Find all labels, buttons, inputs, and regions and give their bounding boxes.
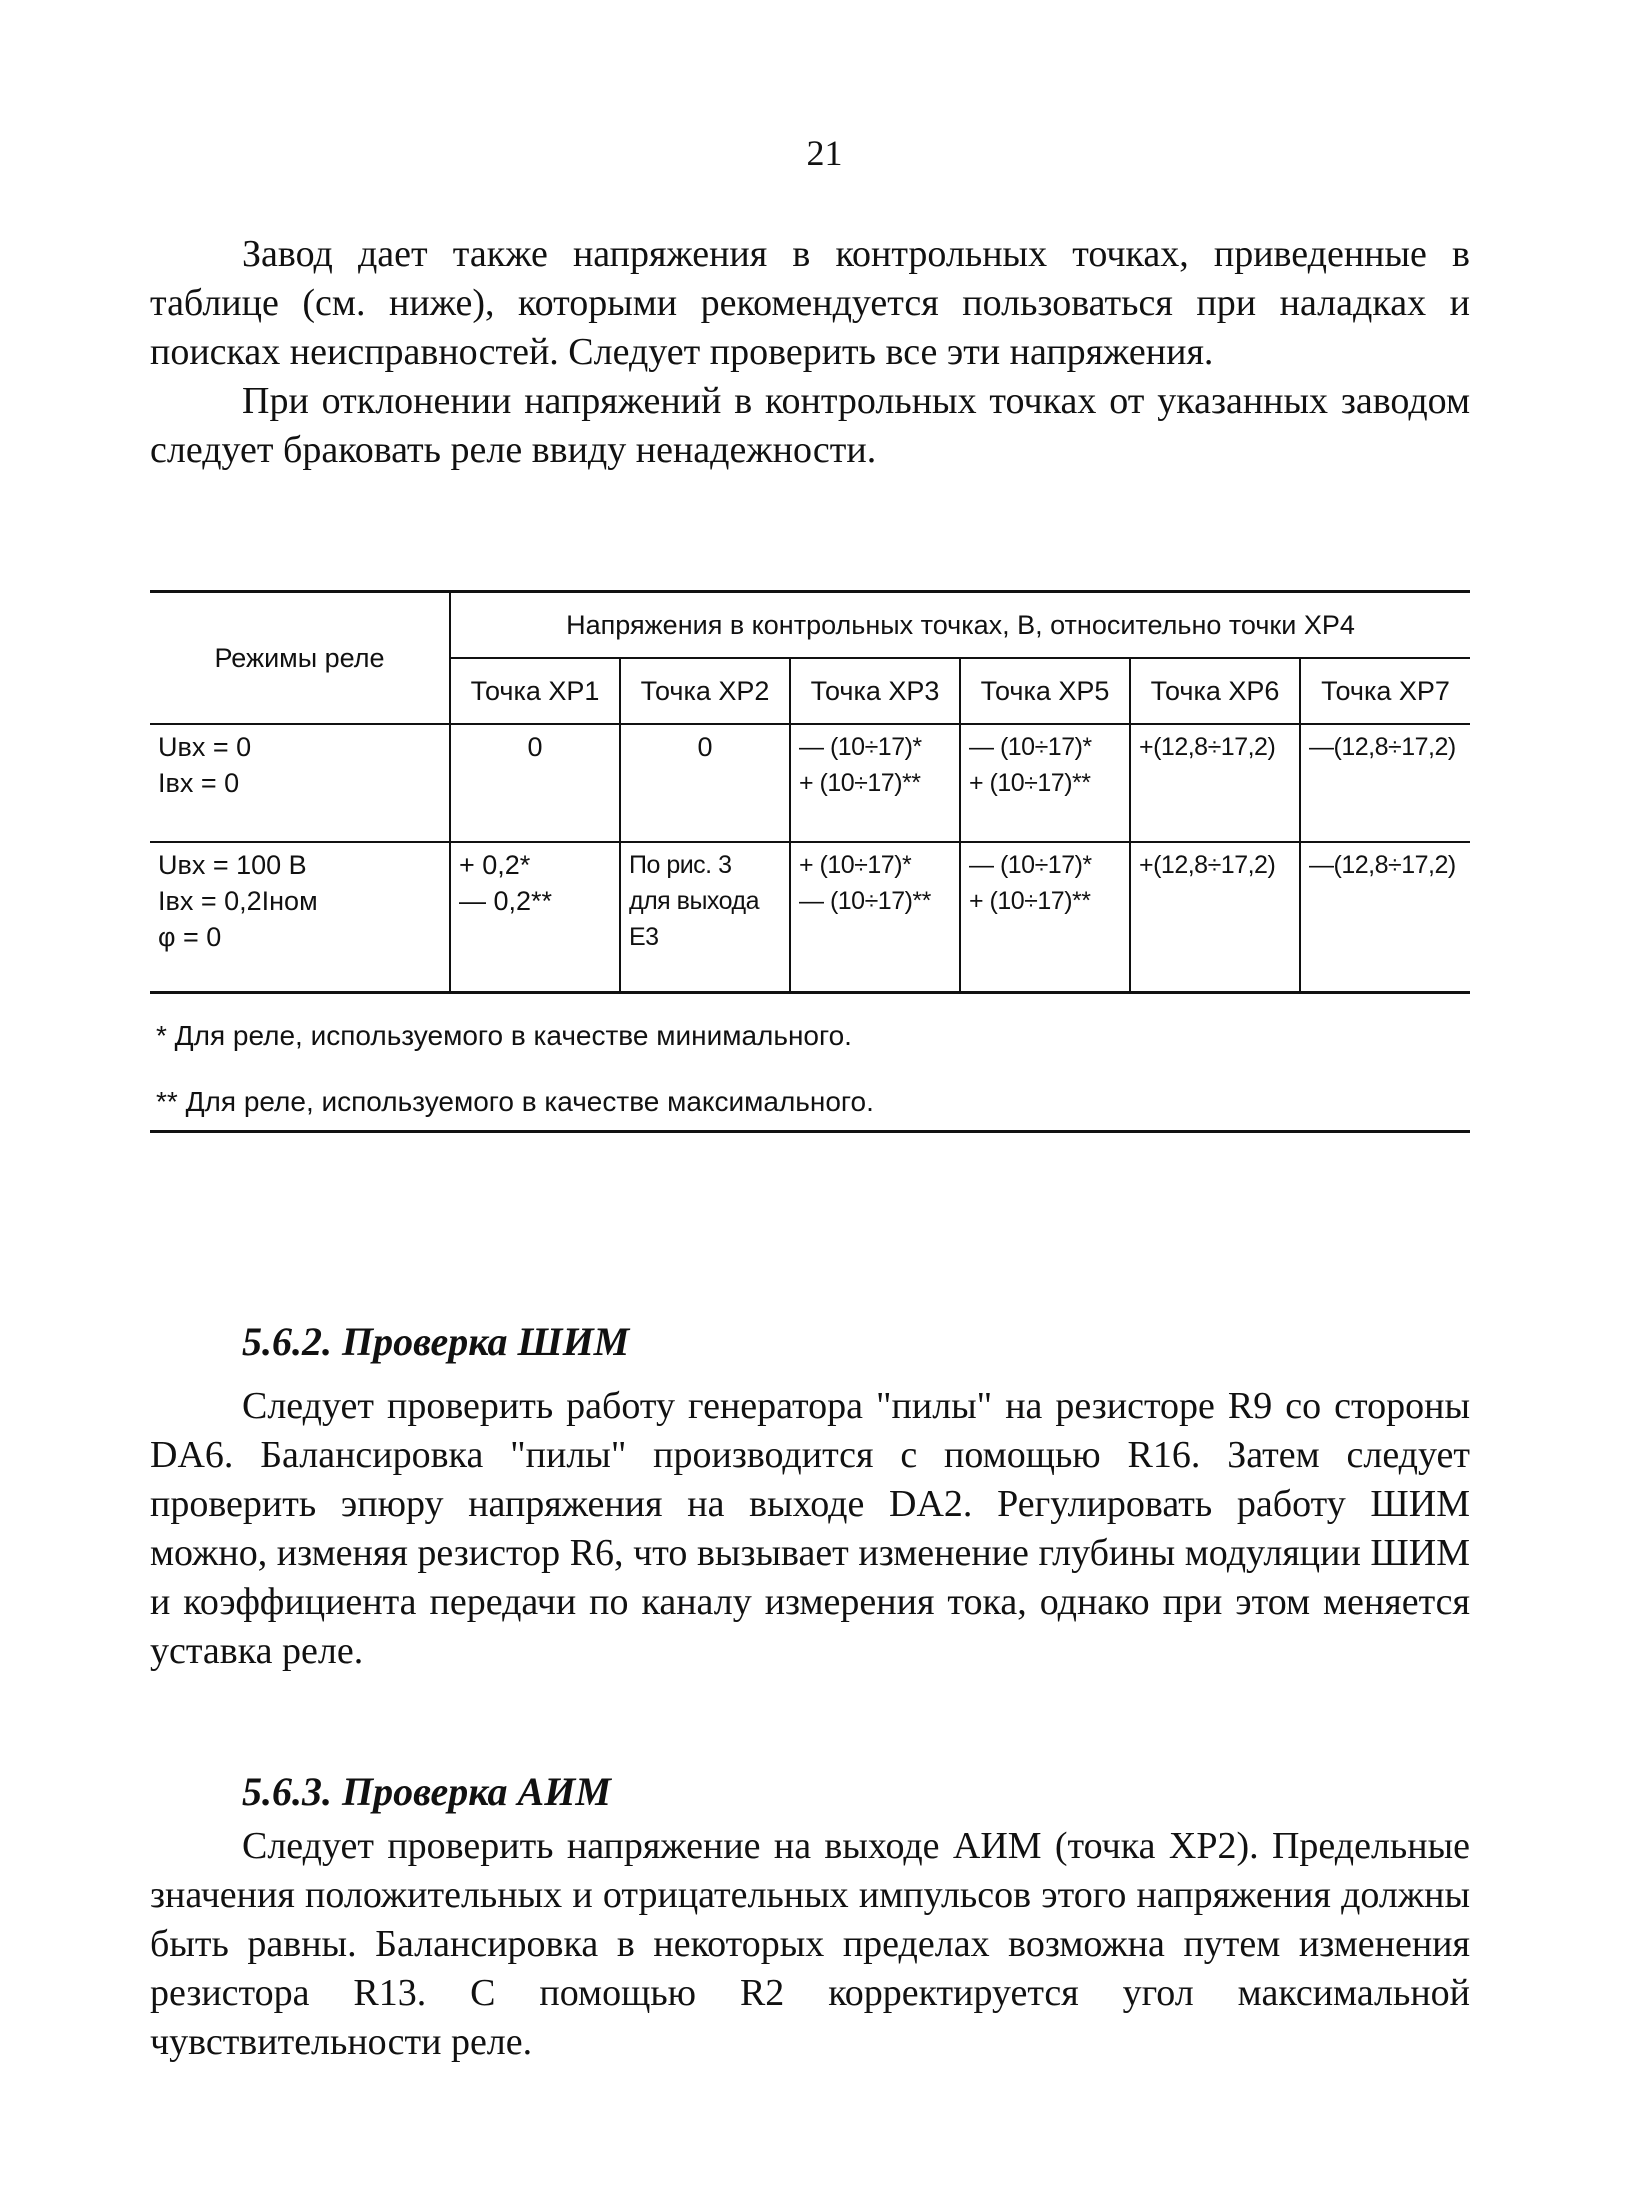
section-562-body: [150, 1382, 1470, 1676]
mode-cell: [150, 724, 450, 842]
xp6-cell: [1130, 842, 1300, 993]
value-line: —(12,8÷17,2): [1309, 851, 1456, 879]
value-line: + (10÷17)**: [969, 887, 1091, 915]
value-line: +(12,8÷17,2): [1139, 733, 1276, 761]
value-line: — (10÷17)**: [799, 887, 931, 915]
mode-line: Iвх = 0: [158, 768, 240, 798]
point-header-xp6: Точка XP6: [1130, 658, 1300, 724]
mode-line: Uвх = 100 В: [158, 850, 307, 880]
xp3-cell: [790, 724, 960, 842]
value-line: — (10÷17)*: [969, 733, 1092, 761]
page-number: 21: [806, 133, 843, 173]
xp7-cell: [1300, 842, 1470, 993]
value-line: + 0,2*: [459, 850, 531, 880]
xp7-cell: [1300, 724, 1470, 842]
section-563-paragraph: Следует проверить напряжение на выходе АИМ (точка XP2). Предельные значения положительных и отрицательных импульсов этого напряжения должны быть равны. Балансировка в некоторых пределах возможна путем изменения резистора R13. С помощью R2 корректируется угол максимальной чувствительности реле.: [150, 1825, 1470, 2063]
value-line: — 0,2**: [459, 886, 553, 916]
point-header-xp2: Точка XP2: [620, 658, 790, 724]
table-row: [150, 724, 1470, 842]
section-563-heading: 5.6.3. Проверка АИМ: [242, 1769, 611, 1814]
section-562-paragraph: Следует проверить работу генератора "пилы" на резисторе R9 со стороны DA6. Балансировка "пилы" производится с помощью R16. Затем следует проверить эпюру напряжения на выходе DA2. Регулировать работу ШИМ можно, изменяя резистор R6, что вызывает изменение глубины модуляции ШИМ и коэффициента передачи по каналу измерения тока, однако при этом меняется уставка реле.: [150, 1385, 1470, 1672]
section-562-heading: 5.6.2. Проверка ШИМ: [242, 1319, 630, 1364]
voltage-group-header: Напряжения в контрольных точках, В, относительно точки XP4: [450, 592, 1470, 659]
mode-line: Iвх = 0,2Iном: [158, 886, 318, 916]
footnote-max: ** Для реле, используемого в качестве максимального.: [156, 1086, 874, 1117]
intro-paragraph-1: Завод дает также напряжения в контрольных точках, приведенные в таблице (см. ниже), которыми рекомендуется пользоваться при наладках и поисках неисправностей. Следует проверить все эти напряжения.: [150, 233, 1470, 373]
xp1-cell: [450, 842, 620, 993]
value-line: +(12,8÷17,2): [1139, 851, 1276, 879]
point-header-xp3: Точка XP3: [790, 658, 960, 724]
xp5-cell: [960, 724, 1130, 842]
value-line: — (10÷17)*: [969, 851, 1092, 879]
xp6-cell: [1130, 724, 1300, 842]
xp2-cell: [620, 842, 790, 993]
mode-cell: [150, 842, 450, 993]
point-header-xp7: Точка XP7: [1300, 658, 1470, 724]
table-row: [150, 842, 1470, 993]
control-points-table: [150, 590, 1470, 994]
value-line: Е3: [629, 923, 659, 951]
mode-line: Uвх = 0: [158, 732, 252, 762]
xp1-cell: [450, 724, 620, 842]
footnote-min: * Для реле, используемого в качестве минимального.: [156, 1020, 852, 1051]
xp2-cell: [620, 724, 790, 842]
intro-paragraph-2: При отклонении напряжений в контрольных точках от указанных заводом следует браковать реле ввиду ненадежности.: [150, 380, 1470, 471]
value-line: —(12,8÷17,2): [1309, 733, 1456, 761]
table-footnotes: [150, 1020, 1470, 1133]
point-header-xp5: Точка XP5: [960, 658, 1130, 724]
value-line: По рис. 3: [629, 851, 732, 879]
value-line: + (10÷17)**: [799, 769, 921, 797]
section-563-body: [150, 1822, 1470, 2067]
value-line: + (10÷17)*: [799, 851, 912, 879]
control-points-table-wrapper: [150, 590, 1470, 994]
xp3-cell: [790, 842, 960, 993]
value-line: 0: [527, 732, 543, 762]
intro-text: [150, 230, 1470, 475]
mode-header: Режимы реле: [150, 592, 450, 725]
mode-line: φ = 0: [158, 922, 222, 952]
xp5-cell: [960, 842, 1130, 993]
value-line: для выхода: [629, 887, 759, 915]
value-line: 0: [697, 732, 713, 762]
point-header-xp1: Точка XP1: [450, 658, 620, 724]
value-line: + (10÷17)**: [969, 769, 1091, 797]
value-line: — (10÷17)*: [799, 733, 922, 761]
